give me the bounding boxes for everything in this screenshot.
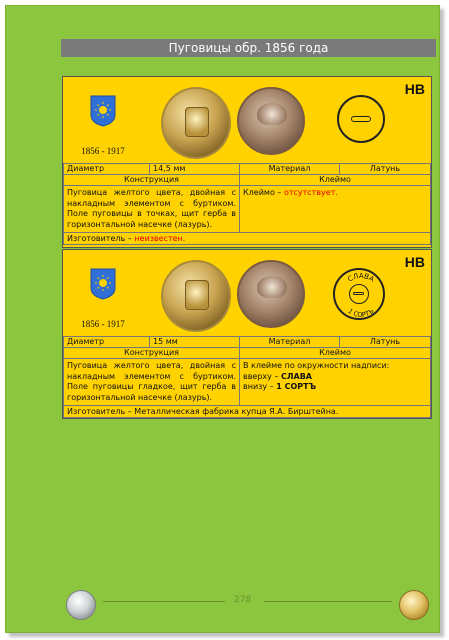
slot-shape xyxy=(351,116,371,122)
stamp-bottom-text: 1 СОРТЪ xyxy=(346,306,376,320)
mark-line-3 xyxy=(243,382,427,393)
page-number: 278 xyxy=(234,595,252,605)
years-label: 1856 - 1917 xyxy=(81,319,125,329)
monogram-medal-icon xyxy=(399,590,429,620)
button-back-photo xyxy=(237,260,305,328)
mark-value: отсутствует. xyxy=(283,188,338,197)
table-row xyxy=(64,186,431,233)
material-value: Латунь xyxy=(340,164,431,175)
diameter-label: Диаметр xyxy=(64,337,150,348)
mark-line-2 xyxy=(243,372,427,383)
double-eagle-medal-icon xyxy=(66,590,96,620)
construction-label: Конструкция xyxy=(64,175,240,186)
button-front-photo xyxy=(161,87,231,159)
coat-of-arms-boss xyxy=(185,280,209,310)
table-row xyxy=(64,337,431,348)
diameter-value: 15 мм xyxy=(150,337,240,348)
coat-of-arms-icon xyxy=(90,268,116,300)
material-label: Материал xyxy=(240,337,340,348)
mark-description xyxy=(240,359,431,406)
type-code: НВ xyxy=(404,254,425,270)
maker-stamp-icon xyxy=(333,268,385,320)
table-row xyxy=(64,175,431,186)
button-back-photo xyxy=(237,87,305,155)
table-row xyxy=(64,348,431,359)
svg-text:СЛАВА xyxy=(346,272,375,284)
shank xyxy=(257,103,287,125)
table-row xyxy=(64,164,431,175)
mark-description xyxy=(240,186,431,233)
mark-prefix: Клеймо – xyxy=(243,188,284,197)
material-label: Материал xyxy=(240,164,340,175)
table-row xyxy=(64,406,431,418)
years-label: 1856 - 1917 xyxy=(81,146,125,156)
maker-cell xyxy=(64,233,431,245)
diameter-label: Диаметр xyxy=(64,164,150,175)
shank xyxy=(257,276,287,298)
stamp-inner-ring xyxy=(349,284,369,304)
diameter-value: 14,5 мм xyxy=(150,164,240,175)
spec-table xyxy=(63,336,431,418)
maker-cell: Изготовитель – Металлическая фабрика купца Я.А. Бирштейна. xyxy=(64,406,431,418)
mark-label: Клеймо xyxy=(240,348,431,359)
table-row xyxy=(64,233,431,245)
maker-prefix: Изготовитель – xyxy=(67,233,135,243)
construction-label: Конструкция xyxy=(64,348,240,359)
page-title: Пуговицы обр. 1856 года xyxy=(61,39,436,57)
type-code: НВ xyxy=(404,81,425,97)
table-row xyxy=(64,359,431,406)
coat-of-arms-boss xyxy=(185,107,209,137)
mark-line-1: В клейме по окружности надписи: xyxy=(243,361,390,370)
mark-line-2-prefix: вверху – xyxy=(243,371,281,381)
coat-of-arms-icon xyxy=(90,95,116,127)
maker-value: неизвестен. xyxy=(134,233,186,243)
material-value: Латунь xyxy=(340,337,431,348)
footer-divider-left xyxy=(103,601,225,602)
construction-description: Пуговица желтого цвета, двойная с накладным элементом с буртиком. Поле пуговицы гладкое, щит герба в горизонтальной насечке (лазурь). xyxy=(64,359,240,406)
construction-description: Пуговица желтого цвета, двойная с накладным элементом с буртиком. Поле пуговицы в точках, щит герба в горизонтальной насечке (лазурь). xyxy=(64,186,240,233)
photo-row xyxy=(63,250,431,336)
mark-label: Клеймо xyxy=(240,175,431,186)
mark-line-3-prefix: внизу – xyxy=(243,382,277,391)
mark-line-2-value: СЛАВА xyxy=(280,371,312,381)
spec-table xyxy=(63,163,431,245)
svg-text:1 СОРТЪ xyxy=(346,307,375,319)
button-back-diagram-icon xyxy=(337,95,385,143)
button-front-photo xyxy=(161,260,231,332)
stamp-top-text: СЛАВА xyxy=(346,271,376,284)
button-card-2 xyxy=(62,249,432,419)
mark-line-3-value: 1 СОРТЪ xyxy=(276,382,317,391)
footer-divider-right xyxy=(264,601,392,602)
slot-shape xyxy=(353,292,364,295)
page-sheet xyxy=(5,5,440,633)
photo-row xyxy=(63,77,431,163)
button-card-1 xyxy=(62,76,432,248)
